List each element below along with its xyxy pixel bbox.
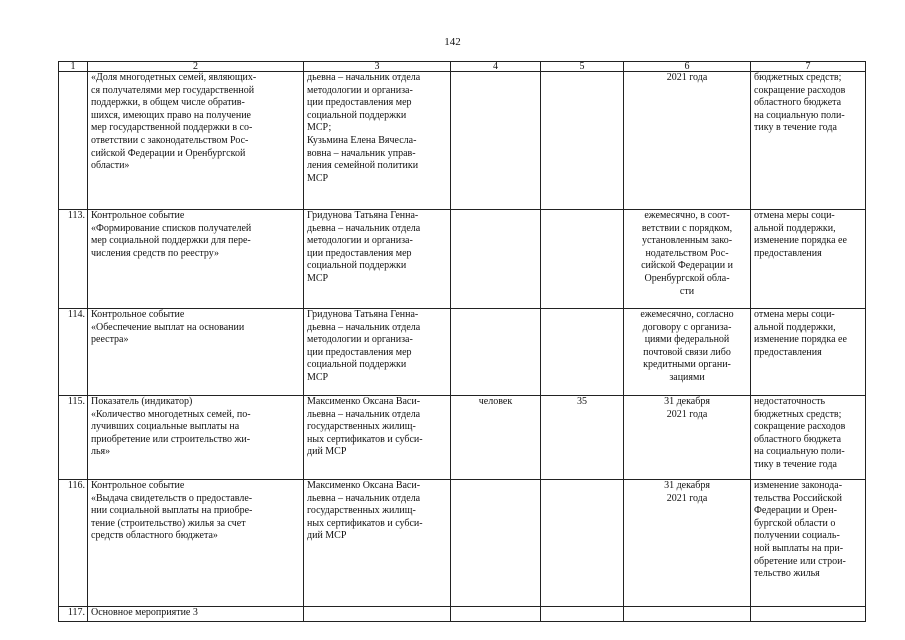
event-description-cell xyxy=(88,210,304,309)
responsible-cell xyxy=(304,309,451,396)
cell-text-line: Оренбургской обла- xyxy=(644,272,730,284)
cell-text-line: ежемесячно, в соот- xyxy=(644,210,730,221)
cell-text-line: Федерации и Орен- xyxy=(754,505,837,517)
column-header: 7 xyxy=(751,62,866,72)
cell-text-line: приобретение или строительство жи- xyxy=(91,433,251,445)
risk-cell xyxy=(751,210,866,309)
cell-text-line: Кузьмина Елена Вячесла- xyxy=(307,134,417,146)
plan-table xyxy=(58,61,866,622)
unit-cell xyxy=(451,210,541,309)
cell-text-line: ответствии с законодательством Рос- xyxy=(91,134,249,146)
column-header: 3 xyxy=(304,62,451,72)
risk-cell xyxy=(751,480,866,607)
cell-text-line: ции предоставления мер xyxy=(307,97,412,109)
cell-text-line: получении социаль- xyxy=(754,530,840,542)
cell-text-line: «Формирование списков получателей xyxy=(91,222,252,234)
deadline-cell xyxy=(624,309,751,396)
table-row xyxy=(59,396,866,480)
cell-text-line: Контрольное событие xyxy=(91,480,185,491)
unit-cell xyxy=(451,309,541,396)
cell-text-line: 31 декабря xyxy=(664,396,710,407)
value-cell xyxy=(541,72,624,210)
cell-text-line: недостаточность xyxy=(754,396,826,407)
cell-text-line: циями федеральной xyxy=(644,334,730,346)
cell-text-line: лучивших социальные выплаты на xyxy=(91,421,240,433)
responsible-cell xyxy=(304,210,451,309)
deadline-cell xyxy=(624,480,751,607)
cell-text-line: нодательством Рос- xyxy=(645,247,729,259)
cell-text-line: 2021 года xyxy=(666,72,708,83)
row-number-cell: 116. xyxy=(59,480,88,607)
row-number-cell: 115. xyxy=(59,396,88,480)
risk-cell xyxy=(751,607,866,622)
cell-text-line: МСР xyxy=(307,371,329,383)
cell-text-line: обретение или строи- xyxy=(754,555,846,567)
cell-text-line: сийской Федерации и xyxy=(641,260,733,272)
cell-text-line: сийской Федерации и Оренбургской xyxy=(91,147,246,159)
cell-text-line: ной выплаты на при- xyxy=(754,542,844,554)
cell-text-line: областного бюджета xyxy=(754,97,842,109)
cell-text-line: «Доля многодетных семей, являющих- xyxy=(91,72,257,83)
cell-text-line: лья» xyxy=(91,446,111,458)
cell-text-line: государственных жилищ- xyxy=(307,421,416,433)
cell-text-line: изменение законода- xyxy=(754,480,843,491)
event-description-cell xyxy=(88,309,304,396)
cell-text-line: отмена меры соци- xyxy=(754,309,835,320)
responsible-cell xyxy=(304,480,451,607)
cell-text-line: МСР xyxy=(307,172,329,184)
deadline-cell xyxy=(624,210,751,309)
cell-text-line: области» xyxy=(91,160,130,172)
row-number-cell: 117. xyxy=(59,607,88,622)
cell-text-line: средств областного бюджета» xyxy=(91,530,218,542)
cell-text-line: вовна – начальник управ- xyxy=(307,147,416,159)
cell-text-line: тику в течение года xyxy=(754,122,837,134)
cell-text-line: сти xyxy=(679,285,695,297)
cell-text-line: почтовой связи либо xyxy=(643,346,731,358)
cell-text-line: социальной поддержки xyxy=(307,359,407,371)
column-header: 6 xyxy=(624,62,751,72)
cell-text-line: Гридунова Татьяна Генна- xyxy=(307,210,419,221)
cell-text-line: ных сертификатов и субси- xyxy=(307,433,423,445)
cell-text-line: дий МСР xyxy=(307,530,347,542)
risk-cell xyxy=(751,72,866,210)
cell-text-line: на социальную поли- xyxy=(754,446,845,458)
cell-text-line: тику в течение года xyxy=(754,458,837,470)
column-header: 1 xyxy=(59,62,88,72)
cell-text-line: ветствии с порядком, xyxy=(641,222,733,234)
cell-text-line: МСР; xyxy=(307,122,332,134)
cell-text-line: Показатель (индикатор) xyxy=(91,396,193,407)
cell-text-line: дьевна – начальник отдела xyxy=(307,321,421,333)
risk-cell xyxy=(751,309,866,396)
page-number: 142 xyxy=(444,36,461,48)
cell-text-line: Контрольное событие xyxy=(91,210,185,221)
cell-text-line: Основное мероприятие 3 xyxy=(91,607,198,618)
cell-text-line: социальной поддержки xyxy=(307,260,407,272)
responsible-cell xyxy=(304,607,451,622)
row-number-cell: 114. xyxy=(59,309,88,396)
cell-text-line: альной поддержки, xyxy=(754,321,836,333)
cell-text-line: дьевна – начальник отдела xyxy=(307,72,421,83)
cell-text-line: числения средств по реестру» xyxy=(91,247,219,259)
cell-text-line: тельство жилья xyxy=(754,568,820,580)
cell-text-line: государственных жилищ- xyxy=(307,505,416,517)
table-row xyxy=(59,309,866,396)
cell-text-line: Гридунова Татьяна Генна- xyxy=(307,309,419,320)
cell-text-line: 31 декабря xyxy=(664,480,710,491)
cell-text-line: тельства Российской xyxy=(754,492,842,504)
cell-text-line: ции предоставления мер xyxy=(307,346,412,358)
cell-text-line: альной поддержки, xyxy=(754,222,836,234)
cell-text-line: изменение порядка ее xyxy=(754,334,847,346)
cell-text-line: мер государственной поддержки в со- xyxy=(91,122,253,134)
unit-cell xyxy=(451,480,541,607)
unit-cell xyxy=(451,607,541,622)
cell-text-line: методологии и организа- xyxy=(307,334,413,346)
value-cell xyxy=(541,480,624,607)
cell-text-line: предоставления xyxy=(754,346,822,358)
unit-cell xyxy=(451,396,541,480)
event-description-cell xyxy=(88,396,304,480)
risk-cell xyxy=(751,396,866,480)
table-row xyxy=(59,607,866,622)
responsible-cell xyxy=(304,396,451,480)
cell-text-line: тение (строительство) жилья за счет xyxy=(91,517,246,529)
table-row xyxy=(59,72,866,210)
cell-text-line: бюджетных средств; xyxy=(754,408,842,420)
cell-text-line: зациями xyxy=(669,371,705,383)
cell-text-line: «Выдача свидетельств о предоставле- xyxy=(91,492,253,504)
event-description-cell xyxy=(88,72,304,210)
cell-text-line: дьевна – начальник отдела xyxy=(307,222,421,234)
cell-text-line: на социальную поли- xyxy=(754,109,845,121)
column-header: 4 xyxy=(451,62,541,72)
row-number-cell: 113. xyxy=(59,210,88,309)
cell-text-line: ся получателями мер государственной xyxy=(91,84,255,96)
cell-text-line: Контрольное событие xyxy=(91,309,185,320)
cell-text-line: методологии и организа- xyxy=(307,84,413,96)
cell-text-line: сокращение расходов xyxy=(754,421,846,433)
column-header: 5 xyxy=(541,62,624,72)
cell-text-line: «Количество многодетных семей, по- xyxy=(91,408,251,420)
cell-text-line: поддержки, в общем числе обратив- xyxy=(91,97,245,109)
deadline-cell xyxy=(624,396,751,480)
event-description-cell xyxy=(88,607,304,622)
value-cell xyxy=(541,210,624,309)
deadline-cell xyxy=(624,607,751,622)
cell-text-line: льевна – начальник отдела xyxy=(307,408,421,420)
deadline-cell xyxy=(624,72,751,210)
cell-text-line: методологии и организа- xyxy=(307,235,413,247)
cell-text-line: МСР xyxy=(307,272,329,284)
cell-text-line: бюджетных средств; xyxy=(754,72,842,83)
event-description-cell xyxy=(88,480,304,607)
cell-text-line: льевна – начальник отдела xyxy=(307,492,421,504)
cell-text-line: кредитными органи- xyxy=(643,359,731,371)
cell-text-line: ных сертификатов и субси- xyxy=(307,517,423,529)
cell-text-line: областного бюджета xyxy=(754,433,842,445)
cell-text-line: реестра» xyxy=(91,334,129,346)
cell-text-line: нии социальной выплаты на приобре- xyxy=(91,505,253,517)
column-header: 2 xyxy=(88,62,304,72)
cell-text-line: отмена меры соци- xyxy=(754,210,835,221)
value-cell xyxy=(541,309,624,396)
cell-text-line: предоставления xyxy=(754,247,822,259)
cell-text-line: Максименко Оксана Васи- xyxy=(307,396,421,407)
cell-text-line: 2021 года xyxy=(666,492,708,504)
cell-text-line: договору с организа- xyxy=(642,321,732,333)
cell-text-line: бургской области о xyxy=(754,517,836,529)
cell-text-line: мер социальной поддержки для пере- xyxy=(91,235,251,247)
cell-text-line: человек xyxy=(478,396,513,407)
cell-text-line: установленным зако- xyxy=(641,235,733,247)
value-cell xyxy=(541,396,624,480)
cell-text-line: 35 xyxy=(577,396,587,407)
value-cell xyxy=(541,607,624,622)
cell-text-line: Максименко Оксана Васи- xyxy=(307,480,421,491)
cell-text-line: ежемесячно, согласно xyxy=(640,309,734,320)
cell-text-line: ления семейной политики xyxy=(307,160,419,172)
responsible-cell xyxy=(304,72,451,210)
cell-text-line: дий МСР xyxy=(307,446,347,458)
cell-text-line: ции предоставления мер xyxy=(307,247,412,259)
cell-text-line: социальной поддержки xyxy=(307,109,407,121)
unit-cell xyxy=(451,72,541,210)
cell-text-line: изменение порядка ее xyxy=(754,235,847,247)
row-number-cell xyxy=(59,72,88,210)
cell-text-line: «Обеспечение выплат на основании xyxy=(91,321,245,333)
table-row xyxy=(59,480,866,607)
table-row xyxy=(59,210,866,309)
cell-text-line: 2021 года xyxy=(666,408,708,420)
cell-text-line: шихся, имеющих право на получение xyxy=(91,109,251,121)
cell-text-line: сокращение расходов xyxy=(754,84,846,96)
column-number-row xyxy=(59,62,866,72)
